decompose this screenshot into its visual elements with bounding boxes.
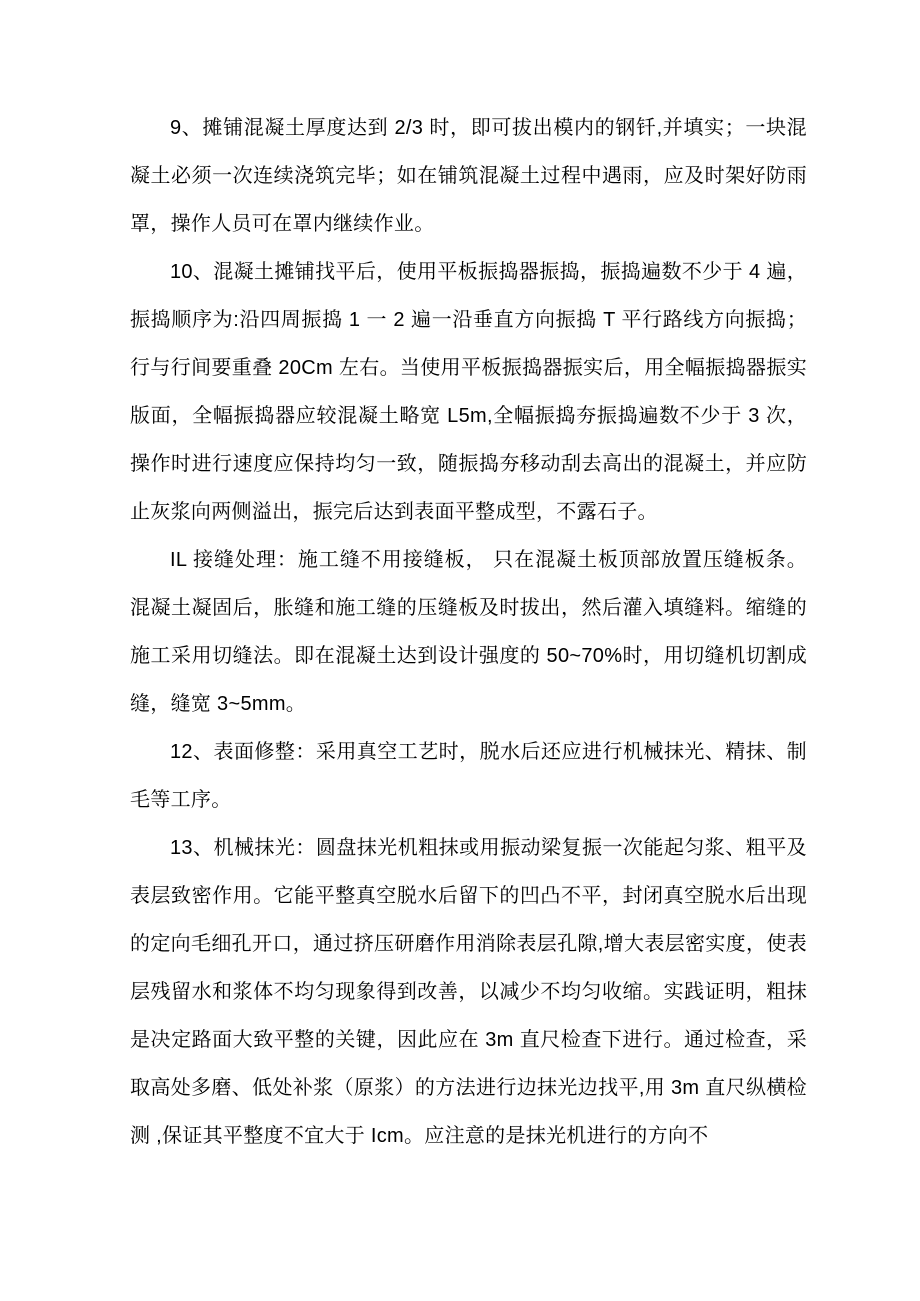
paragraph-item-12: 12、表面修整：采用真空工艺时，脱水后还应进行机械抹光、精抹、制毛等工序。: [130, 741, 807, 811]
paragraph-item-13: 13、机械抹光：圆盘抹光机粗抹或用振动梁复振一次能起匀浆、粗平及表层致密作用。它能平整真空脱水后留下的凹凸不平，封闭真空脱水后出现的定向毛细孔开口，通过挤压研磨作用消除表层孔隙,增大表层密实度，使表层残留水和浆体不均匀现象得到改善，以减少不均匀收缩。实践证明，粗抹是决定路面大致平整的关键，因此应在 3m 直尺检查下进行。通过检查，采取高处多磨、低处补浆（原浆）的方法进行边抹光边找平,用 3m 直尺纵横检测 ,保证其平整度不宜大于 Icm。应注意的是抹光机进行的方向不: [130, 837, 807, 1147]
paragraph-item-11: IL 接缝处理：施工缝不用接缝板， 只在混凝土板顶部放置压缝板条。混凝土凝固后，胀缝和施工缝的压缝板及时拔出，然后灌入填缝料。缩缝的施工采用切缝法。即在混凝土达到设计强度的 50~70%时，用切缝机切割成缝，缝宽 3~5mm。: [130, 549, 807, 715]
paragraph-item-10: 10、混凝土摊铺找平后，使用平板振捣器振捣，振捣遍数不少于 4 遍，振捣顺序为:沿四周振捣 1 一 2 遍一沿垂直方向振捣 T 平行路线方向振捣；行与行间要重叠 20Cm 左右。当使用平板振捣器振实后，用全幅振捣器振实版面，全幅振捣器应较混凝土略宽 L5m,全幅振捣夯振捣遍数不少于 3 次，操作时进行速度应保持均匀一致，随振捣夯移动刮去高出的混凝土，并应防止灰浆向两侧溢出，振完后达到表面平整成型，不露石子。: [130, 261, 807, 523]
paragraph-item-9: 9、摊铺混凝土厚度达到 2/3 时，即可拔出模内的钢钎,并填实；一块混凝土必须一次连续浇筑完毕；如在铺筑混凝土过程中遇雨，应及时架好防雨罩，操作人员可在罩内继续作业。: [130, 117, 807, 235]
